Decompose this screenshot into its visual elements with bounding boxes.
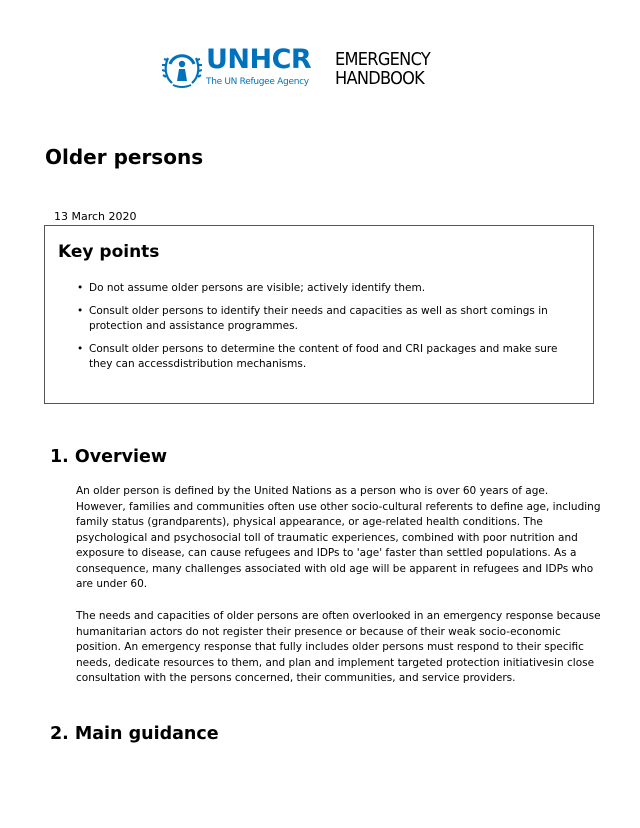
unhcr-emblem-icon	[162, 47, 202, 89]
section-number: 2.	[50, 724, 69, 744]
overview-paragraph: An older person is defined by the United Nations as a person who is over 60 years of age. However, families and communities often use other socio-cultural referents to define age, including family status (grandparents), physical appearance, or age-related health conditions. The psychological and psychosocial toll of traumatic experiences, combined with poor nutrition and exposure to disease, can cause refugees and IDPs to 'age' faster than settled populations. As a consequence, many challenges associated with old age will be apparent in refugees and IDPs who are under 60.	[76, 485, 601, 590]
key-point-text: Consult older persons to determine the content of food and CRI packages and make sure they can accessdistribution mechanisms.	[89, 343, 558, 370]
section-title-text: Overview	[74, 447, 168, 467]
key-point-item	[75, 342, 580, 372]
key-point-text: Do not assume older persons are visible; actively identify them.	[89, 282, 426, 294]
handbook-wordmark	[335, 50, 430, 88]
section-heading-main-guidance	[50, 723, 219, 745]
key-points-box	[44, 225, 594, 404]
overview-paragraph: The needs and capacities of older persons are often overlooked in an emergency response because humanitarian actors do not register their presence or because of their weak socio-economic position. An emergency response that fully includes older persons must respond to their specific needs, dedicate resources to them, and plan and implement targeted protection initiativesin close consultation with the persons concerned, their communities, and service providers.	[76, 610, 601, 684]
unhcr-tagline: The UN Refugee Agency	[206, 77, 309, 87]
bullet-icon: •	[77, 282, 84, 294]
handbook-line-1: EMERGENCY	[335, 49, 431, 70]
unhcr-logo	[162, 44, 312, 94]
key-point-item	[75, 281, 580, 296]
publication-date: 13 March 2020	[54, 210, 137, 223]
section-title-text: Main guidance	[74, 724, 219, 744]
bullet-icon: •	[77, 343, 84, 355]
bullet-icon: •	[77, 305, 84, 317]
key-points-title: Key points	[58, 242, 160, 262]
key-points-list	[75, 281, 580, 380]
key-point-item	[75, 304, 580, 334]
document-header	[0, 44, 640, 94]
page-title: Older persons	[45, 145, 204, 169]
section-number: 1.	[50, 447, 69, 467]
handbook-line-2: HANDBOOK	[335, 68, 425, 89]
unhcr-wordmark: UNHCR	[206, 44, 312, 75]
section-heading-overview	[50, 446, 167, 468]
key-point-text: Consult older persons to identify their needs and capacities as well as short comings in protection and assistance programmes.	[89, 305, 548, 332]
